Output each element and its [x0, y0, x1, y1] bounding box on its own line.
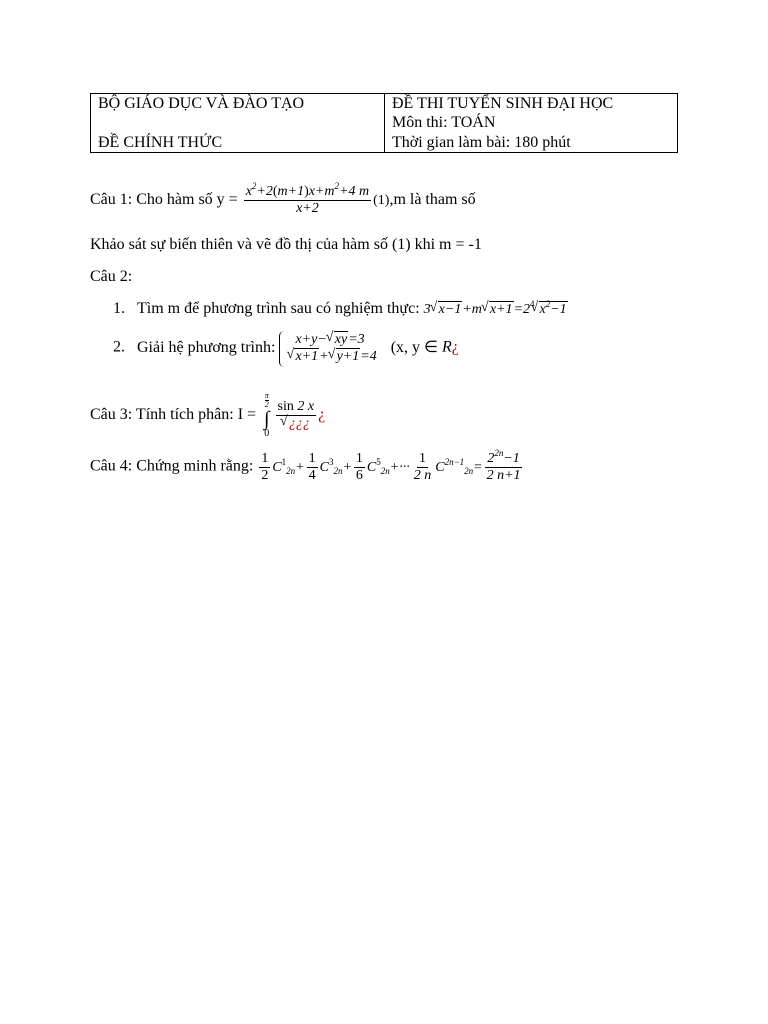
question-3 — [90, 392, 325, 439]
question-2-item-1 — [113, 299, 568, 320]
header-left-cell — [91, 94, 385, 152]
broken-glyph-3: ¿ — [318, 406, 326, 424]
header-right-cell — [385, 94, 677, 152]
subject-label: Môn thi: TOÁN — [392, 114, 496, 131]
duration-label: Thời gian làm bài: 180 phút — [392, 134, 571, 151]
question-1-prefix: Câu 1: Cho hàm số y = — [90, 191, 242, 209]
question-1-suffix: ,m là tham số — [389, 191, 476, 209]
item-2-domain: (x, y ∈ — [390, 338, 438, 356]
question-2-title: Câu 2: — [90, 268, 133, 285]
equation-system: x+y−√ xy=3 √ x+1+√ y+1=4 — [279, 331, 376, 365]
question-4-text: Câu 4: Chứng minh rằng: — [90, 457, 258, 475]
question-4 — [90, 448, 525, 484]
item-1-number: 1. — [113, 300, 125, 317]
question-1-function-fraction: $\frac{x^2+2(m+1)x+m^2+4 m}{x+2}$ — [245, 181, 370, 216]
exam-title: ĐỀ THI TUYỂN SINH ĐẠI HỌC — [392, 95, 614, 112]
question-2-item-2 — [113, 331, 459, 365]
broken-glyph: ¿ — [451, 338, 459, 356]
item-1-text: Tìm m để phương trình sau có nghiệm thực: — [137, 300, 424, 317]
item-2-text: Giải hệ phương trình: — [137, 338, 280, 356]
ministry-name: BỘ GIÁO DỤC VÀ ĐÀO TẠO — [98, 95, 305, 112]
real-set-symbol: R — [441, 338, 452, 356]
item-1-equation: 3√ x−1+m√ $x+1=2^4√$ $x^2-1$ — [424, 302, 568, 317]
definite-integral: $\frac{\pi}{2}$ ∫ 0 — [264, 391, 270, 439]
integrand-fraction: sin 2 x √ ¿¿¿ — [276, 399, 317, 432]
question-4-identity: $\frac{1}{2}$ $C^1_{2n}+$ $\frac{1}{4}$ $C^3_{2n}+$ $\frac{1}{6}$ $C^5_{2n}+\cdot\cdot\cdot$ $\frac{1}{2 n}$ $C^{2n-1}_{2n}=$ $\frac{2^{2n}-1}{2 n+1}$ — [261, 448, 521, 483]
official-label: ĐỀ CHÍNH THỨC — [98, 134, 223, 151]
question-1-task: Khảo sát sự biến thiên và vẽ đồ thị của hàm số (1) khi m = -1 — [90, 236, 482, 253]
equation-tag: (1) — [373, 193, 390, 209]
question-1 — [90, 181, 476, 217]
exam-header-table — [90, 93, 678, 153]
question-3-text: Câu 3: Tính tích phân: I = — [90, 406, 261, 424]
item-2-number: 2. — [113, 338, 125, 356]
